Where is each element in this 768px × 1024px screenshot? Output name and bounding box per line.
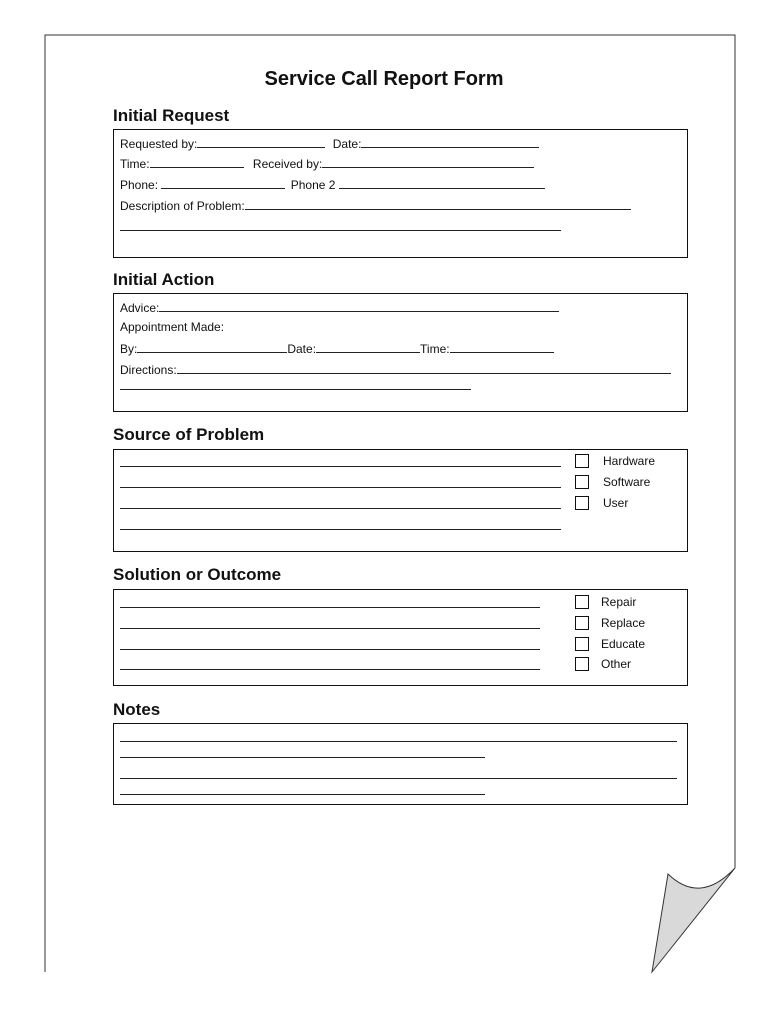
received-by-label: Received by: <box>252 157 323 171</box>
description-line-2[interactable] <box>120 230 561 231</box>
request-time-label: Time: <box>120 157 150 171</box>
phone-label: Phone: <box>120 178 159 192</box>
notes-line-2[interactable] <box>120 757 485 758</box>
appointment-label: Appointment Made: <box>120 320 225 334</box>
repair-checkbox[interactable] <box>575 595 589 609</box>
directions-label: Directions: <box>120 363 177 377</box>
appointment-details-row <box>120 341 554 356</box>
advice-label: Advice: <box>120 301 160 315</box>
solution-line-1[interactable] <box>120 607 540 608</box>
requested-by-row <box>120 136 539 151</box>
by-label: By: <box>120 342 138 356</box>
action-date-field[interactable] <box>316 341 420 353</box>
directions-row <box>120 362 671 377</box>
source-line-1[interactable] <box>120 466 561 467</box>
educate-checkbox[interactable] <box>575 637 589 651</box>
description-row <box>120 198 631 213</box>
user-checkbox[interactable] <box>575 496 589 510</box>
solution-heading: Solution or Outcome <box>113 565 282 584</box>
software-checkbox[interactable] <box>575 475 589 489</box>
phone2-label: Phone 2 <box>290 178 336 192</box>
notes-line-4[interactable] <box>120 794 485 795</box>
solution-line-2[interactable] <box>120 628 540 629</box>
page-curl-icon <box>652 868 735 972</box>
requested-by-field[interactable] <box>197 136 325 148</box>
received-by-field[interactable] <box>322 156 534 168</box>
phone-field[interactable] <box>161 177 285 189</box>
time-received-row <box>120 156 534 171</box>
software-label: Software <box>603 475 651 489</box>
phone2-field[interactable] <box>339 177 545 189</box>
notes-line-3[interactable] <box>120 778 677 779</box>
initial-request-heading: Initial Request <box>113 106 230 125</box>
educate-label: Educate <box>601 637 646 651</box>
source-line-2[interactable] <box>120 487 561 488</box>
action-time-label: Time: <box>420 342 450 356</box>
replace-checkbox[interactable] <box>575 616 589 630</box>
description-label: Description of Problem: <box>120 199 245 213</box>
initial-action-heading: Initial Action <box>113 270 215 289</box>
user-label: User <box>603 496 629 510</box>
appointment-row <box>120 320 224 334</box>
source-line-3[interactable] <box>120 508 561 509</box>
other-label: Other <box>601 657 632 671</box>
source-line-4[interactable] <box>120 529 561 530</box>
request-date-field[interactable] <box>361 136 539 148</box>
source-box <box>113 449 688 552</box>
hardware-label: Hardware <box>603 454 656 468</box>
solution-line-4[interactable] <box>120 669 540 670</box>
other-checkbox[interactable] <box>575 657 589 671</box>
requested-by-label: Requested by: <box>120 137 198 151</box>
notes-heading: Notes <box>113 700 161 719</box>
directions-line-2[interactable] <box>120 389 471 390</box>
hardware-checkbox[interactable] <box>575 454 589 468</box>
repair-label: Repair <box>601 595 637 609</box>
notes-box <box>113 723 688 805</box>
solution-line-3[interactable] <box>120 649 540 650</box>
by-field[interactable] <box>137 341 287 353</box>
phone-row <box>120 177 545 192</box>
request-date-label: Date: <box>332 137 362 151</box>
action-date-label: Date: <box>287 342 317 356</box>
advice-field[interactable] <box>159 300 559 312</box>
action-time-field[interactable] <box>450 341 554 353</box>
form-title: Service Call Report Form <box>264 68 504 90</box>
advice-row <box>120 300 559 315</box>
description-field[interactable] <box>245 198 631 210</box>
directions-field[interactable] <box>177 362 671 374</box>
source-heading: Source of Problem <box>113 425 265 444</box>
request-time-field[interactable] <box>150 156 244 168</box>
notes-line-1[interactable] <box>120 741 677 742</box>
replace-label: Replace <box>601 616 646 630</box>
